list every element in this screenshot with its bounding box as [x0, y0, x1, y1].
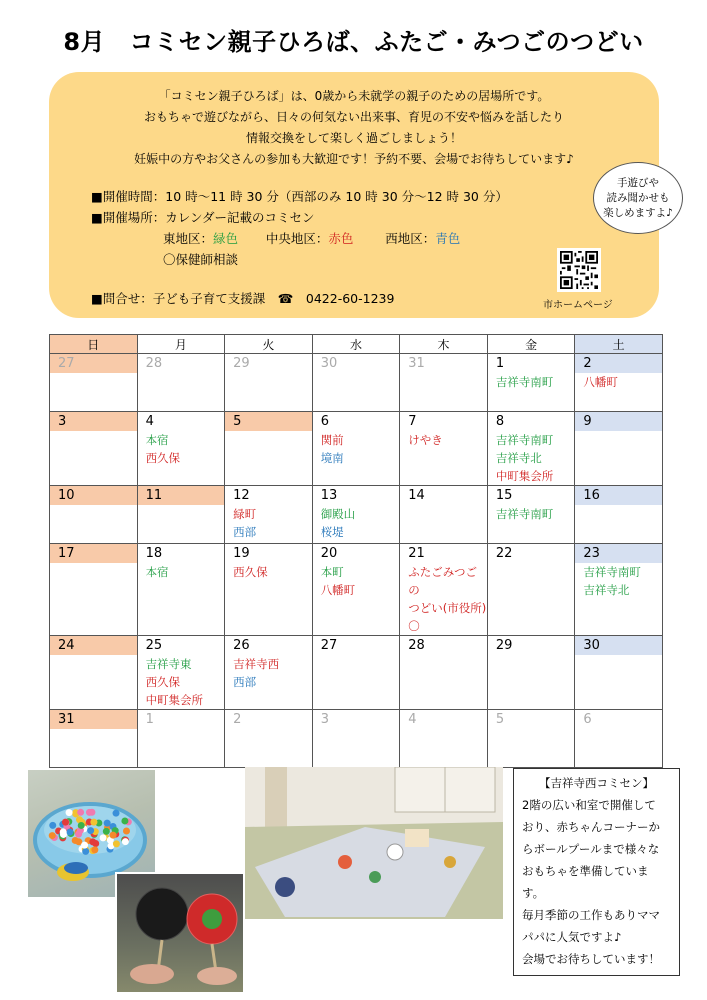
weekday-0: 日	[50, 335, 138, 354]
calendar-week	[50, 544, 663, 636]
west-color: 青色	[435, 231, 461, 246]
calendar-day	[575, 710, 663, 768]
calendar-week	[50, 710, 663, 768]
event-venue: 中町集会所	[145, 693, 204, 707]
calendar-day	[50, 354, 138, 412]
weekday-2: 火	[225, 335, 313, 354]
note-line: らボールプールまで様々な	[522, 842, 660, 856]
event-venue: けやき	[408, 433, 443, 447]
day-number: 3	[320, 712, 329, 727]
calendar-day	[225, 486, 313, 544]
note-heading: 【吉祥寺西コミセン】	[539, 776, 654, 790]
calendar-day	[400, 710, 488, 768]
event-details	[91, 186, 508, 270]
bubble-line: 手遊びや	[617, 177, 659, 189]
weekday-4: 木	[400, 335, 488, 354]
event-venue: 吉祥寺南町	[495, 507, 554, 521]
day-number: 9	[575, 412, 662, 431]
calendar-day	[400, 412, 488, 486]
event-venue: 西久保	[233, 565, 268, 579]
day-number: 22	[495, 546, 513, 561]
event-venue: 吉祥寺西	[233, 657, 280, 671]
calendar-day	[312, 636, 400, 710]
day-number: 1	[145, 712, 154, 727]
place-line: ■開催場所：カレンダー記載のコミセン	[91, 210, 315, 225]
day-number: 1	[495, 356, 505, 371]
event-venue: 御殿山	[320, 507, 356, 521]
day-number: 28	[145, 356, 163, 371]
event-venue: 吉祥寺北	[583, 583, 630, 597]
central-color: 赤色	[328, 231, 354, 246]
west-label: 西地区：	[385, 231, 436, 246]
qr-code-icon	[560, 251, 598, 289]
event-venue: 西久保	[145, 675, 181, 689]
calendar-day	[400, 354, 488, 412]
day-number: 30	[320, 356, 338, 371]
day-number: 25	[145, 638, 163, 653]
day-number: 2	[233, 712, 242, 727]
day-number: 5	[495, 712, 505, 727]
event-venue: 本宿	[145, 565, 169, 579]
area-legend	[91, 228, 508, 249]
day-number: 17	[50, 544, 137, 563]
east-label: 東地区：	[163, 231, 214, 246]
day-number: 4	[145, 414, 154, 429]
event-venue: ふたごみつごの	[408, 565, 478, 597]
day-number: 2	[575, 354, 662, 373]
calendar-day	[312, 544, 400, 636]
event-venue: 吉祥寺南町	[495, 433, 554, 447]
nurse-consult: 〇保健師相談	[163, 252, 239, 267]
calendar-day	[400, 486, 488, 544]
speech-bubble	[593, 162, 683, 234]
note-line: パパに人気ですよ♪	[522, 930, 622, 944]
note-line: 2階の広い和室で開催して	[522, 798, 656, 812]
weekday-1: 月	[137, 335, 225, 354]
time-line: ■開催時間：10 時～11 時 30 分（西部のみ 10 時 30 分～12 時 30 分）	[91, 189, 508, 204]
qr-code[interactable]	[557, 248, 601, 292]
day-number: 16	[575, 486, 662, 505]
day-number: 6	[583, 712, 592, 727]
calendar-day	[137, 412, 225, 486]
day-number: 27	[320, 638, 338, 653]
bubble-line: 楽しめますよ♪	[603, 207, 673, 219]
calendar-day	[50, 710, 138, 768]
contact-line: ■問合せ：子ども子育て支援課 ☎ 0422-60-1239	[91, 291, 395, 306]
day-number: 31	[50, 710, 137, 729]
event-venue: 西久保	[145, 451, 181, 465]
event-venue: 吉祥寺東	[145, 657, 192, 671]
day-number: 24	[50, 636, 137, 655]
intro-line: 情報交換をして楽しく過ごしましょう！	[245, 131, 462, 145]
calendar-day	[225, 710, 313, 768]
calendar-week	[50, 412, 663, 486]
day-number: 12	[233, 488, 250, 503]
day-number: 23	[575, 544, 662, 563]
calendar-day	[487, 486, 575, 544]
calendar-day	[575, 412, 663, 486]
calendar-day	[312, 486, 400, 544]
calendar-day	[575, 636, 663, 710]
day-number: 11	[138, 486, 225, 505]
event-venue: 本宿	[145, 433, 169, 447]
craft-fan-photo	[115, 872, 245, 994]
calendar-week	[50, 486, 663, 544]
calendar-day	[50, 636, 138, 710]
calendar-day	[312, 710, 400, 768]
event-venue: 関前	[320, 433, 344, 447]
note-line: おもちゃを準備していま	[522, 864, 649, 878]
calendar-day	[487, 354, 575, 412]
tatami-room-photo	[245, 767, 503, 919]
event-venue: 緑町	[233, 507, 257, 521]
day-number: 5	[225, 412, 312, 431]
calendar-day	[137, 354, 225, 412]
day-number: 19	[233, 546, 250, 561]
day-number: 30	[575, 636, 662, 655]
weekday-6: 土	[575, 335, 663, 354]
calendar-week	[50, 354, 663, 412]
bubble-line: 読み聞かせも	[606, 192, 670, 204]
event-calendar	[49, 334, 663, 768]
event-venue: 八幡町	[583, 375, 618, 389]
calendar-day	[137, 486, 225, 544]
calendar-day	[137, 636, 225, 710]
calendar-day	[487, 636, 575, 710]
event-venue: 中町集会所	[495, 469, 554, 483]
calendar-day	[575, 544, 663, 636]
day-number: 28	[408, 638, 425, 653]
event-venue: 西部	[233, 525, 257, 539]
calendar-day	[137, 710, 225, 768]
day-number: 8	[495, 414, 505, 429]
calendar-day	[225, 412, 313, 486]
intro-line: 妊娠中の方やお父さんの参加も大歓迎です！予約不要、会場でお待ちしています♪	[134, 152, 574, 166]
intro-text	[49, 86, 659, 170]
event-venue: 吉祥寺南町	[583, 565, 641, 579]
calendar-day	[312, 354, 400, 412]
calendar-day	[50, 486, 138, 544]
weekday-header	[50, 335, 663, 354]
event-venue: 八幡町	[320, 583, 356, 597]
calendar-day	[50, 544, 138, 636]
calendar-day	[575, 354, 663, 412]
day-number: 7	[408, 414, 417, 429]
qr-label: 市ホームページ	[543, 300, 613, 311]
venue-note	[513, 768, 680, 976]
day-number: 4	[408, 712, 417, 727]
weekday-5: 金	[487, 335, 575, 354]
calendar-day	[487, 412, 575, 486]
note-line: おり、赤ちゃんコーナーか	[522, 820, 660, 834]
day-number: 29	[233, 356, 250, 371]
east-color: 緑色	[213, 231, 239, 246]
day-number: 20	[320, 546, 338, 561]
central-label: 中央地区：	[265, 231, 329, 246]
day-number: 26	[233, 638, 250, 653]
intro-line: おもちゃで遊びながら、日々の何気ない出来事、育児の不安や悩みを話したり	[143, 110, 564, 124]
day-number: 21	[408, 546, 425, 561]
event-venue: 本町	[320, 565, 344, 579]
day-number: 27	[50, 354, 137, 373]
intro-line: 「コミセン親子ひろば」は、0歳から未就学の親子のための居場所です。	[158, 89, 550, 103]
calendar-day	[400, 636, 488, 710]
calendar-week	[50, 636, 663, 710]
calendar-day	[225, 354, 313, 412]
calendar-day	[312, 412, 400, 486]
calendar-day	[487, 710, 575, 768]
note-line: す。	[522, 886, 545, 900]
day-number: 10	[50, 486, 137, 505]
page-title: 8月 コミセン親子ひろば、ふたご・みつごのつどい	[63, 28, 644, 56]
note-line: 毎月季節の工作もありママ	[522, 908, 660, 922]
calendar-day	[225, 636, 313, 710]
weekday-3: 水	[312, 335, 400, 354]
day-number: 14	[408, 488, 425, 503]
calendar-day	[575, 486, 663, 544]
event-venue: 境南	[320, 451, 344, 465]
calendar-day	[50, 412, 138, 486]
event-venue: つどい(市役所)〇	[408, 601, 487, 633]
day-number: 31	[408, 356, 425, 371]
day-number: 6	[320, 414, 329, 429]
calendar-day	[137, 544, 225, 636]
event-venue: 吉祥寺南町	[495, 375, 554, 389]
calendar-day	[400, 544, 488, 636]
day-number: 18	[145, 546, 163, 561]
event-venue: 吉祥寺北	[495, 451, 542, 465]
event-venue: 西部	[233, 675, 257, 689]
day-number: 29	[495, 638, 513, 653]
event-venue: 桜堤	[320, 525, 344, 539]
calendar-day	[487, 544, 575, 636]
day-number: 3	[50, 412, 137, 431]
day-number: 15	[495, 488, 513, 503]
calendar-day	[225, 544, 313, 636]
day-number: 13	[320, 488, 338, 503]
note-line: 会場でお待ちしています！	[522, 952, 660, 966]
